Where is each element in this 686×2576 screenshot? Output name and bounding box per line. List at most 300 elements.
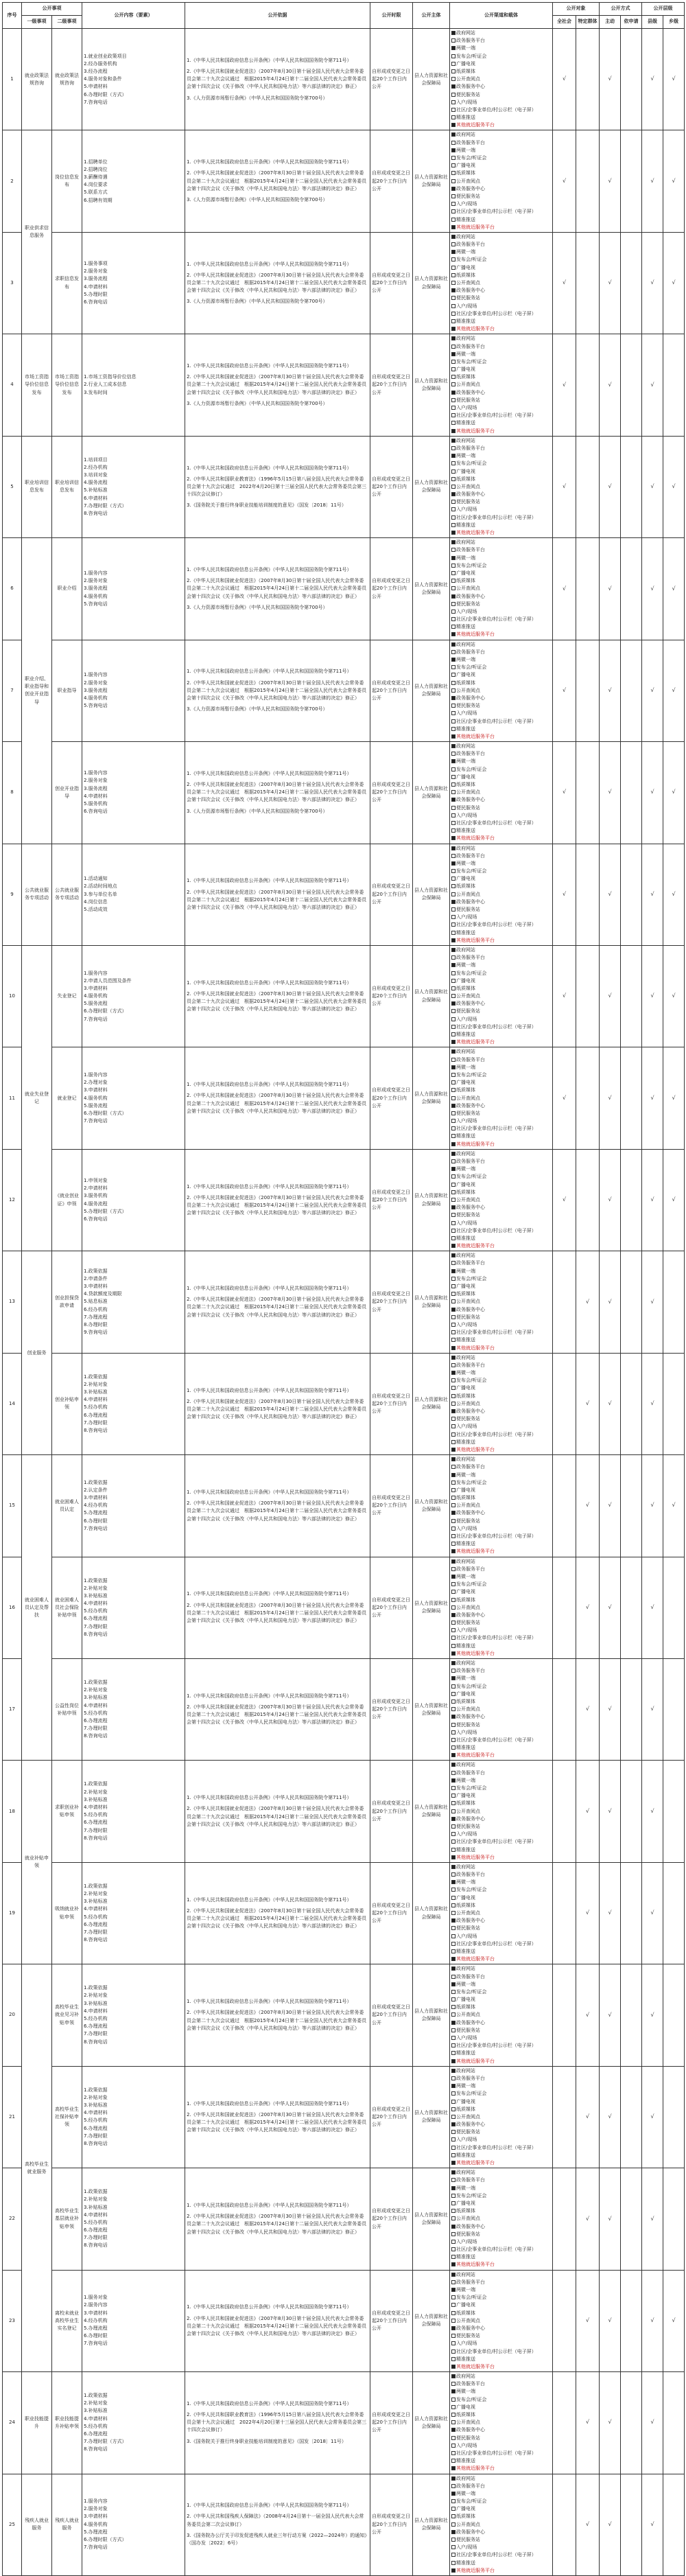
unchecked-box-icon (451, 515, 456, 520)
checked-box-icon (451, 1855, 456, 1859)
channel-label: 政务服务中心 (456, 898, 485, 905)
content-item: 6.办理流程 (84, 1717, 108, 1724)
channel-label: 公开查阅点 (456, 2521, 480, 2527)
channel-label: 发布会/听证会 (456, 1683, 487, 1689)
row-level2: 高校毕业生基层就业补贴申领 (52, 2168, 82, 2270)
channel-label: 广播电视 (456, 570, 475, 576)
channel-label: 其他就近服务平台 (456, 530, 495, 535)
unchecked-box-icon (451, 1527, 456, 1531)
channel-label: 发布会/听证会 (456, 970, 487, 976)
channel-option (451, 2404, 551, 2411)
level-county-cell (642, 1761, 663, 1862)
checked-box-icon (451, 1651, 456, 1656)
channel-label: 两微一端 (456, 555, 475, 561)
channel-label: 精准推送 (456, 522, 475, 528)
channel-label: 其他就近服务平台 (456, 937, 495, 943)
channel-label: 两微一端 (456, 1675, 475, 1682)
channel-label: 广播电视 (456, 774, 475, 780)
level-town-cell (663, 742, 685, 844)
level-town-cell (663, 334, 685, 436)
basis-item: 2.《中华人民共和国就业促进法》（2007年8月30日第十届全国人民代表大会常务委员会第二十九次会议通过 根据2015年4月24日第十二届全国人民代表大会常务委员会第十四次会议《关于修改〈中华人民共和国电力法〉等六部法律的决定》修正） (187, 1806, 367, 1827)
unchecked-box-icon (451, 579, 456, 583)
content-item: 5.办理时限 (84, 291, 108, 297)
check-mark-icon: √ (608, 2113, 612, 2120)
channel-label: 便民服务站 (456, 1823, 480, 1829)
channel-label: 入户/现场 (456, 2137, 477, 2143)
channel-option (451, 1588, 551, 1596)
channel-option (451, 412, 551, 419)
channel-label: 政务服务中心 (456, 2529, 485, 2535)
check-mark-icon: √ (672, 890, 676, 897)
channel-label: 便民服务站 (456, 295, 480, 301)
table-row (3, 436, 685, 537)
table-row (3, 29, 685, 130)
channel-option (451, 178, 551, 185)
channel-option (451, 2159, 551, 2167)
channel-option (451, 929, 551, 937)
unchecked-box-icon (451, 884, 456, 888)
channel-label: 政府网站 (456, 233, 475, 240)
content-item: 8.咨询电话 (84, 1733, 108, 1739)
table-row (3, 2372, 685, 2474)
channel-label: 政务服务中心 (456, 1510, 485, 1516)
checked-box-icon (451, 1559, 456, 1564)
channel-option (451, 1581, 551, 1588)
channel-option (451, 2513, 551, 2520)
row-content (82, 538, 185, 640)
checked-box-icon (451, 439, 456, 443)
unchecked-box-icon (451, 1277, 456, 1281)
header-matters: 公开事项 (22, 3, 82, 16)
channel-label: 便民服务站 (456, 2129, 480, 2135)
target-specific-cell (576, 2168, 600, 2270)
content-item: 4.申请材料 (84, 2110, 108, 2116)
unchecked-box-icon (451, 360, 456, 364)
content-item: 2.申请材料 (84, 1185, 108, 1192)
unchecked-box-icon (451, 2178, 456, 2182)
channel-option (451, 758, 551, 765)
check-mark-icon: √ (608, 1196, 612, 1203)
check-mark-icon: √ (608, 1400, 612, 1406)
channel-option (451, 1698, 551, 1706)
row-channels (450, 1455, 553, 1557)
unchecked-box-icon (451, 1315, 456, 1319)
unchecked-box-icon (451, 398, 456, 402)
content-item: 1.申领对象 (84, 1177, 108, 1183)
channel-option (451, 264, 551, 272)
mode-active-cell (600, 29, 621, 130)
target-specific-cell (576, 1149, 600, 1251)
unchecked-box-icon (451, 931, 456, 935)
unchecked-box-icon (451, 915, 456, 919)
channel-label: 两微一端 (456, 453, 475, 459)
basis-item: 1.《中华人民共和国政府信息公开条例》（中华人民共和国国务院令第711号） (187, 1591, 352, 1597)
channel-option (451, 993, 551, 1000)
content-item: 1.服务内容 (84, 672, 108, 678)
channel-label: 便民服务站 (456, 193, 480, 199)
row-level2: 职业介绍 (52, 538, 82, 640)
channel-option (451, 835, 551, 842)
row-level2: 《就业创业证》申领 (52, 1149, 82, 1251)
target-all-cell (553, 640, 576, 741)
channel-label: 两微一端 (456, 249, 475, 255)
channel-option (451, 649, 551, 656)
unchecked-box-icon (451, 1911, 456, 1915)
channel-label: 政务服务中心 (456, 84, 485, 90)
mode-active-cell (600, 1761, 621, 1862)
row-seq: 22 (3, 2168, 22, 2270)
channel-label: 入户/现场 (456, 2035, 477, 2041)
channel-label: 广播电视 (456, 1385, 475, 1391)
check-mark-icon: √ (585, 2317, 590, 2323)
channel-label: 纸质媒体 (456, 68, 475, 74)
channel-label: 广播电视 (456, 2302, 475, 2308)
content-item: 6.咨询电话 (84, 809, 108, 815)
check-mark-icon: √ (650, 2113, 654, 2120)
checked-box-icon (451, 594, 456, 599)
channel-label: 社区/企事业单位/村公示栏（电子屏） (456, 310, 536, 316)
channel-option (451, 812, 551, 820)
content-item: 6.办理流程 (84, 2125, 108, 2131)
row-level2: 就业困难人员社会保险补贴申领 (52, 1557, 82, 1658)
basis-item: 1.《中华人民共和国政府信息公开条例》（中华人民共和国国务院令第711号） (187, 566, 352, 572)
channel-label: 其他就近服务平台 (456, 1039, 495, 1045)
channel-label: 入户/现场 (456, 710, 477, 717)
channel-label: 公开查阅点 (456, 2113, 480, 2120)
channel-label: 两微一端 (456, 1370, 475, 1376)
unchecked-box-icon (451, 2247, 456, 2251)
channel-option (451, 1125, 551, 1133)
channel-label: 便民服务站 (456, 1110, 480, 1116)
unchecked-box-icon (451, 1394, 456, 1398)
channel-label: 纸质媒体 (456, 1698, 475, 1704)
content-item: 8.咨询电话 (84, 1937, 108, 1943)
unchecked-box-icon (451, 100, 456, 104)
unchecked-box-icon (451, 1284, 456, 1288)
row-content (82, 945, 185, 1047)
row-seq: 19 (3, 1862, 22, 1964)
channel-option (451, 1446, 551, 1454)
mode-active-cell (600, 232, 621, 334)
channel-option (451, 1487, 551, 1494)
unchecked-box-icon (451, 548, 456, 552)
checked-box-icon (451, 132, 456, 137)
channel-label: 精准推送 (456, 216, 475, 222)
channel-option (451, 1329, 551, 1336)
content-item: 5.服务机构 (84, 800, 108, 807)
channel-label: 入户/现场 (456, 99, 477, 105)
unchecked-box-icon (451, 1745, 456, 1750)
level-town-cell (663, 538, 685, 640)
content-item: 4.服务对象和条件 (84, 76, 122, 82)
check-mark-icon: √ (562, 177, 567, 184)
channel-option (451, 1996, 551, 2004)
channel-label: 政务服务平台 (456, 1668, 485, 1674)
row-subject: 县人力资源和社会保障局 (413, 232, 450, 334)
level-county-cell (642, 742, 663, 844)
channel-label: 政务服务平台 (456, 445, 485, 451)
row-level2: 职业培训信息发布 (52, 436, 82, 537)
check-mark-icon: √ (650, 1400, 654, 1406)
channel-label: 政务服务平台 (456, 242, 485, 248)
basis-item: 1.《中华人民共和国政府信息公开条例》（中华人民共和国国务院令第711号） (187, 1999, 352, 2005)
unchecked-box-icon (451, 2153, 456, 2157)
channel-option (451, 99, 551, 106)
row-content (82, 2066, 185, 2168)
content-item: 7.办理时限 (84, 1623, 108, 1629)
channel-label: 公开查阅点 (456, 1808, 480, 1814)
unchecked-box-icon (451, 1771, 456, 1775)
row-subject: 县人力资源和社会保障局 (413, 742, 450, 844)
checked-box-icon (451, 336, 456, 340)
row-seq: 2 (3, 130, 22, 232)
channel-option (451, 1823, 551, 1831)
checked-box-icon (451, 900, 456, 904)
channel-label: 政务服务平台 (456, 343, 485, 349)
unchecked-box-icon (451, 2107, 456, 2111)
row-time: 自形成或变更之日起20个工作日内公开 (370, 1047, 413, 1149)
basis-item: 1.《中华人民共和国政府信息公开条例》（中华人民共和国国务院令第711号） (187, 2400, 352, 2406)
channel-option (451, 1321, 551, 1329)
channel-label: 入户/现场 (456, 1831, 477, 1837)
unchecked-box-icon (451, 1840, 456, 1844)
channel-label: 政务服务中心 (456, 1001, 485, 1007)
channel-option (451, 962, 551, 969)
check-mark-icon: √ (650, 2011, 654, 2018)
target-all-cell (553, 2270, 576, 2371)
row-time: 自形成或变更之日起20个工作日内公开 (370, 742, 413, 844)
content-item: 5.经办机构 (84, 1608, 108, 1614)
row-time: 自形成或变更之日起20个工作日内公开 (370, 1149, 413, 1251)
level-town-cell (663, 29, 685, 130)
channel-option (451, 2475, 551, 2483)
channel-option (451, 1056, 551, 1064)
channel-label: 其他就近服务平台 (456, 2058, 495, 2064)
unchecked-box-icon (451, 1872, 456, 1877)
row-channels (450, 2066, 553, 2168)
row-basis (185, 232, 370, 334)
row-level1: 公共就业服务专项活动 (22, 844, 52, 945)
checked-box-icon (451, 225, 456, 229)
channel-label: 精准推送 (456, 1337, 475, 1343)
channel-option (451, 781, 551, 789)
unchecked-box-icon (451, 2216, 456, 2220)
unchecked-box-icon (451, 1096, 456, 1100)
channel-option (451, 154, 551, 162)
unchecked-box-icon (451, 2507, 456, 2511)
level-town-cell (663, 844, 685, 945)
channel-option (451, 1064, 551, 1071)
unchecked-box-icon (451, 979, 456, 983)
channel-label: 两微一端 (456, 1879, 475, 1885)
row-time: 自形成或变更之日起20个工作日内公开 (370, 640, 413, 741)
unchecked-box-icon (451, 986, 456, 990)
channel-label: 两微一端 (456, 2287, 475, 2293)
target-all-cell (553, 1251, 576, 1353)
unchecked-box-icon (451, 923, 456, 927)
row-channels (450, 1251, 553, 1353)
channel-option (451, 2027, 551, 2034)
checked-box-icon (451, 1001, 456, 1006)
content-item: 8.咨询电话 (84, 1631, 108, 1637)
row-subject: 县人力资源和社会保障局 (413, 538, 450, 640)
channel-label: 政府网站 (456, 2170, 475, 2176)
basis-item: 3.《国务院办公厅关于印发促进残疾人就业三年行动方案（2022—2024年）的通知》（国办发〔2022〕6号） (187, 2532, 367, 2546)
check-mark-icon: √ (608, 279, 612, 286)
content-item: 5.经办机构 (84, 1812, 108, 1818)
channel-option (451, 1031, 551, 1038)
content-item: 4.岗位要求 (84, 182, 108, 188)
channel-label: 精准推送 (456, 115, 475, 121)
check-mark-icon: √ (672, 2317, 676, 2323)
channel-label: 纸质媒体 (456, 170, 475, 176)
channel-label: 两微一端 (456, 2389, 475, 2395)
channel-label: 社区/企事业单位/村公示栏（电子屏） (456, 2450, 536, 2456)
row-content (82, 1149, 185, 1251)
unchecked-box-icon (451, 1949, 456, 1953)
checked-box-icon (451, 759, 456, 763)
channel-option (451, 2169, 551, 2177)
mode-active-cell (600, 1455, 621, 1557)
unchecked-box-icon (451, 719, 456, 723)
header-apply: 依申请 (621, 16, 642, 29)
channel-option (451, 514, 551, 522)
unchecked-box-icon (451, 2459, 456, 2463)
target-specific-cell (576, 1251, 600, 1353)
check-mark-icon: √ (585, 1910, 590, 1916)
mode-apply-cell (621, 130, 642, 232)
row-seq: 5 (3, 436, 22, 537)
content-item: 1.政策依据 (84, 1679, 108, 1685)
channel-option (451, 539, 551, 546)
channel-option (451, 2098, 551, 2106)
row-time: 自形成或变更之日起20个工作日内公开 (370, 2066, 413, 2168)
channel-option (451, 287, 551, 294)
mode-active-cell (600, 2372, 621, 2474)
content-item: 4.申请材料 (84, 1397, 108, 1403)
row-subject: 县人力资源和社会保障局 (413, 2168, 450, 2270)
content-item: 7.咨询电话 (84, 1525, 108, 1531)
content-item: 3.补贴标准 (84, 2000, 108, 2006)
unchecked-box-icon (451, 1801, 456, 1805)
channel-option (451, 1377, 551, 1384)
channel-option (451, 2426, 551, 2434)
checked-box-icon (451, 798, 456, 802)
check-mark-icon: √ (650, 993, 654, 999)
channel-label: 社区/企事业单位/村公示栏（电子屏） (456, 922, 536, 928)
channel-label: 发布会/听证会 (456, 562, 487, 568)
mode-apply-cell (621, 640, 642, 741)
header-target: 公开对象 (553, 3, 600, 16)
channel-option (451, 224, 551, 231)
channel-option (451, 1431, 551, 1439)
channel-option (451, 1173, 551, 1181)
content-item: 6.办理流程 (84, 2023, 108, 2030)
channel-label: 其他就近服务平台 (456, 1956, 495, 1962)
channel-option (451, 1235, 551, 1242)
channel-label: 其他就近服务平台 (456, 326, 495, 332)
basis-item: 2.《中华人民共和国就业促进法》（2007年8月30日第十届全国人民代表大会常务委员会第二十九次会议通过 根据2015年4月24日第十二届全国人民代表大会常务委员会第十四次会议《关于修改〈中华人民共和国电力法〉等六部法律的决定》修正） (187, 1602, 367, 1623)
channel-option (451, 1744, 551, 1752)
channel-label: 公开查阅点 (456, 382, 480, 388)
unchecked-box-icon (451, 767, 456, 771)
target-specific-cell (576, 640, 600, 741)
row-level1: 高校毕业生就业服务 (22, 1964, 52, 2372)
channel-label: 入户/现场 (456, 1118, 477, 1124)
channel-option (451, 248, 551, 256)
channel-label: 政务服务平台 (456, 1260, 485, 1266)
channel-label: 社区/企事业单位/村公示栏（电子屏） (456, 1533, 536, 1539)
content-item: 6.办理流程 (84, 1921, 108, 1927)
channel-label: 公开查阅点 (456, 178, 480, 184)
level-county-cell (642, 1455, 663, 1557)
content-item: 2.招聘岗位 (84, 166, 108, 172)
channel-label: 公开查阅点 (456, 585, 480, 592)
channel-label: 政务服务中心 (456, 2122, 485, 2128)
channel-label: 便民服务站 (456, 2435, 480, 2441)
row-level2: 职业技能提升补贴申领 (52, 2372, 82, 2474)
channel-option (451, 1566, 551, 1573)
target-all-cell (553, 945, 576, 1047)
content-item: 3.补贴标准 (84, 1899, 108, 1905)
unchecked-box-icon (451, 2311, 456, 2315)
table-row (3, 1353, 685, 1454)
channel-option (451, 1706, 551, 1713)
channel-label: 纸质媒体 (456, 2310, 475, 2316)
checked-box-icon (451, 1308, 456, 1312)
content-item: 2.经办服务机构 (84, 60, 117, 67)
content-item: 2.补贴对象 (84, 2400, 108, 2406)
channel-option (451, 1752, 551, 1759)
unchecked-box-icon (451, 1017, 456, 1021)
unchecked-box-icon (451, 2280, 456, 2284)
row-channels (450, 2270, 553, 2371)
channel-option (451, 1650, 551, 1658)
channel-option (451, 898, 551, 906)
unchecked-box-icon (451, 469, 456, 474)
row-level1: 就业政策法规咨询 (22, 29, 52, 130)
channel-label: 其他就近服务平台 (456, 2567, 495, 2573)
channel-label: 政务服务平台 (456, 1056, 485, 1063)
table-row (3, 1557, 685, 1658)
unchecked-box-icon (451, 1229, 456, 1233)
checked-box-icon (451, 2476, 456, 2481)
content-item: 2.办理对象 (84, 1080, 108, 1086)
channel-option (451, 852, 551, 860)
channel-option (451, 868, 551, 875)
channel-label: 公开查阅点 (456, 1196, 480, 1203)
unchecked-box-icon (451, 586, 456, 590)
checked-box-icon (451, 1918, 456, 1923)
row-content (82, 2270, 185, 2371)
content-item: 4.服务机构 (84, 2521, 108, 2527)
channel-option (451, 2465, 551, 2472)
target-specific-cell (576, 1455, 600, 1557)
content-item: 9.咨询电话 (84, 1330, 108, 1336)
unchecked-box-icon (451, 1236, 456, 1240)
channel-option (451, 1423, 551, 1430)
channel-option (451, 1518, 551, 1525)
channel-option (451, 1619, 551, 1627)
channel-label: 纸质媒体 (456, 1597, 475, 1603)
basis-item: 3.《人力资源市场暂行条例》（中华人民共和国国务院令第700号） (187, 95, 328, 101)
level-town-cell (663, 436, 685, 537)
target-specific-cell (576, 130, 600, 232)
row-seq: 8 (3, 742, 22, 844)
target-all-cell (553, 1964, 576, 2066)
checked-box-icon (451, 454, 456, 458)
channel-label: 其他就近服务平台 (456, 224, 495, 230)
